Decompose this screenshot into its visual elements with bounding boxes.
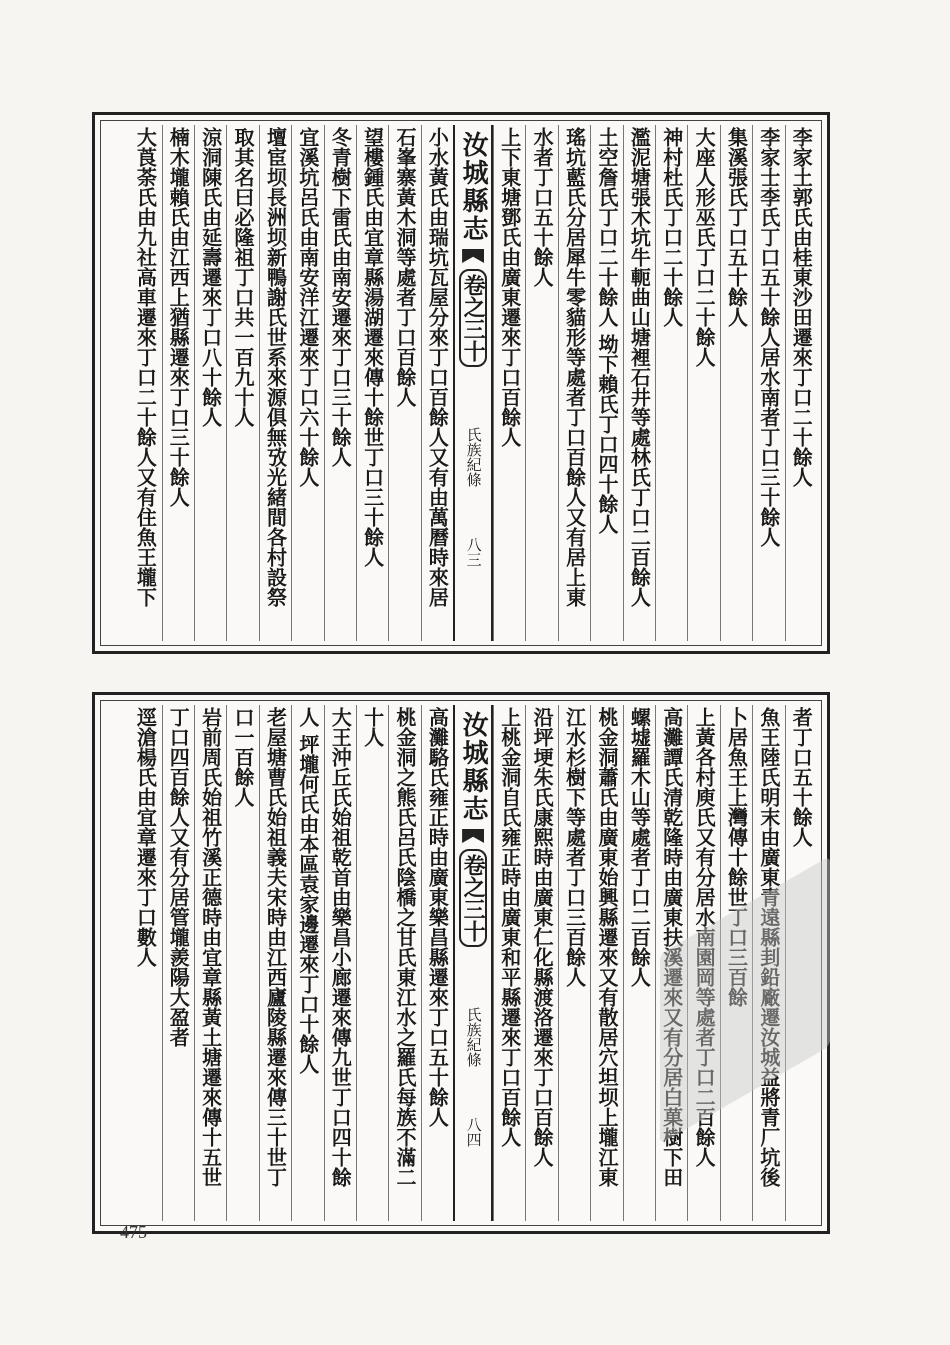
column-text: 十人 [360,707,385,747]
text-column [525,125,557,641]
text-column [291,705,323,1221]
text-column [493,125,525,641]
column-text: 涼洞陳氏由延壽遷來丁口八十餘人 [198,127,223,427]
text-column [324,705,356,1221]
text-column [752,125,784,641]
column-text: 岩前周氏始祖竹溪正德時由宜章縣黃土塘遷來傳十五世 [198,707,223,1187]
column-text: 桃金洞之熊氏呂氏陰橋之甘氏東江水之羅氏每族不滿二 [393,707,417,1187]
column-text: 土空詹氏丁口二十餘人 坳下賴氏丁口四十餘人 [594,127,619,534]
text-column [388,125,420,641]
column-text: 螺墟羅木山等處者丁口二百餘人 [627,707,652,987]
text-column [525,705,557,1221]
text-column [623,125,655,641]
column-text: 大王沖丘氏始祖乾首由樂昌小廊遷來傳九世丁口四十餘 [328,707,353,1187]
text-column [558,125,590,641]
text-column [226,705,258,1221]
text-column [194,705,226,1221]
text-column [162,125,194,641]
column-text: 上桃金洞自氏雍正時由廣東和平縣遷來丁口百餘人 [497,707,522,1147]
column-text: 楠木壠賴氏由江西上猶縣遷來丁口三十餘人 [166,127,191,507]
text-column [291,125,323,641]
column-text: 魚王陸氏明末由廣東青遠縣刲鉛廠遷汝城益將青厂坑後 [756,707,781,1187]
column-text: 大座人形巫氏丁口二十餘人 [692,127,717,367]
volume-label: 卷之三十 [459,269,487,367]
text-column [623,705,655,1221]
section-label: 氏族紀條 [464,427,483,487]
column-text: 取其名曰必隆祖丁口共一百九十人 [231,127,256,427]
column-text: 濫泥塘張木坑牛軛曲山塘裡石井等處林氏丁口二百餘人 [627,127,652,607]
column-text: 老屋塘曹氏始祖義夫宋時由江西廬陵縣遷來傳三十世丁 [263,707,288,1187]
column-text: 卜居魚王上灣傳十餘世丁口三百餘 [724,707,749,1007]
text-column [687,125,719,641]
text-column [129,705,161,1221]
column-text: 水者丁口五十餘人 [530,127,555,287]
column-text: 宜溪坑呂氏由南安洋江遷來丁口六十餘人 [295,127,320,487]
section-label: 氏族紀條 [464,1007,483,1067]
column-text: 人 坪壠何氏由本區袁家邊遷來丁口十餘人 [295,707,320,1074]
text-column [655,125,687,641]
column-text: 瑤坑藍氏分居犀牛零貓形等處者丁口百餘人又有居上東 [562,127,587,607]
column-text: 集溪張氏丁口五十餘人 [724,127,749,327]
column-text: 石峯寨黃木洞等處者丁口百餘人 [393,127,417,407]
column-text: 小水黃氏由瑞坑瓦屋分來丁口百餘人又有由萬曆時來居 [425,127,450,607]
text-column [590,705,622,1221]
column-text: 壇宦坝長洲坝新鴨謝氏世系來源俱無攷光緒間各村設祭 [263,127,288,607]
text-column [590,125,622,641]
column-text: 上下東塘鄧氏由廣東遷來丁口百餘人 [497,127,522,447]
text-column [356,125,388,641]
book-title: 汝城縣志 [458,711,489,823]
text-column [388,705,420,1221]
top-columns [105,125,817,641]
spine-column [453,705,493,1221]
column-text: 高灘駱氏雍正時由廣東樂昌縣遷來丁口五十餘人 [425,707,450,1127]
column-text: 口一百餘人 [231,707,256,807]
text-column [493,705,525,1221]
text-column [356,705,388,1221]
text-column [720,125,752,641]
text-column [259,125,291,641]
column-text: 李家土郭氏由桂東沙田遷來丁口二十餘人 [789,127,814,487]
folio-number: 八四 [464,1117,483,1147]
column-text: 逕滄楊氏由宜章遷來丁口數人 [133,707,158,967]
text-column [162,705,194,1221]
column-text: 者丁口五十餘人 [789,707,814,847]
spine-column [453,125,493,641]
text-column [421,705,453,1221]
column-text: 大莨荼氏由九社高車遷來丁口二十餘人又有住魚王壠下 [133,127,158,607]
text-column [259,705,291,1221]
fishtail-mark-icon [462,829,484,843]
column-text: 李家士李氏丁口五十餘人居水南者丁口三十餘人 [756,127,781,547]
column-text: 上黃各村庾氏又有分居水南園岡等處者丁口二百餘人 [692,707,717,1167]
book-title: 汝城縣志 [458,131,489,243]
text-column [129,125,161,641]
top-page-panel [92,112,830,654]
page-number: 475 [120,1222,147,1242]
column-text: 望樓鍾氏由宜章縣湯湖遷來傳十餘世丁口三十餘人 [360,127,385,567]
text-column [558,705,590,1221]
column-text: 沿坪埂朱氏康熙時由廣東仁化縣渡洛遷來丁口百餘人 [530,707,555,1167]
volume-label: 卷之三十 [459,849,487,947]
text-column [194,125,226,641]
fishtail-mark-icon [462,249,484,263]
column-text: 桃金洞蕭氏由廣東始興縣遷來又有散居穴坦坝上壠江東 [594,707,619,1187]
text-column [785,125,817,641]
column-text: 冬青樹下雷氏由南安遷來丁口三十餘人 [328,127,353,467]
column-text: 神村杜氏丁口二十餘人 [659,127,684,327]
text-column [324,125,356,641]
text-column [226,125,258,641]
column-text: 高灘譚氏清乾隆時由廣東扶溪遷來又有分居白菓樹下田 [659,707,684,1187]
folio-number: 八三 [464,537,483,567]
column-text: 江水杉樹下等處者丁口三百餘人 [562,707,587,987]
column-text: 丁口四百餘人又有分居管壠羨陽大盈者 [166,707,191,1047]
text-column [421,125,453,641]
